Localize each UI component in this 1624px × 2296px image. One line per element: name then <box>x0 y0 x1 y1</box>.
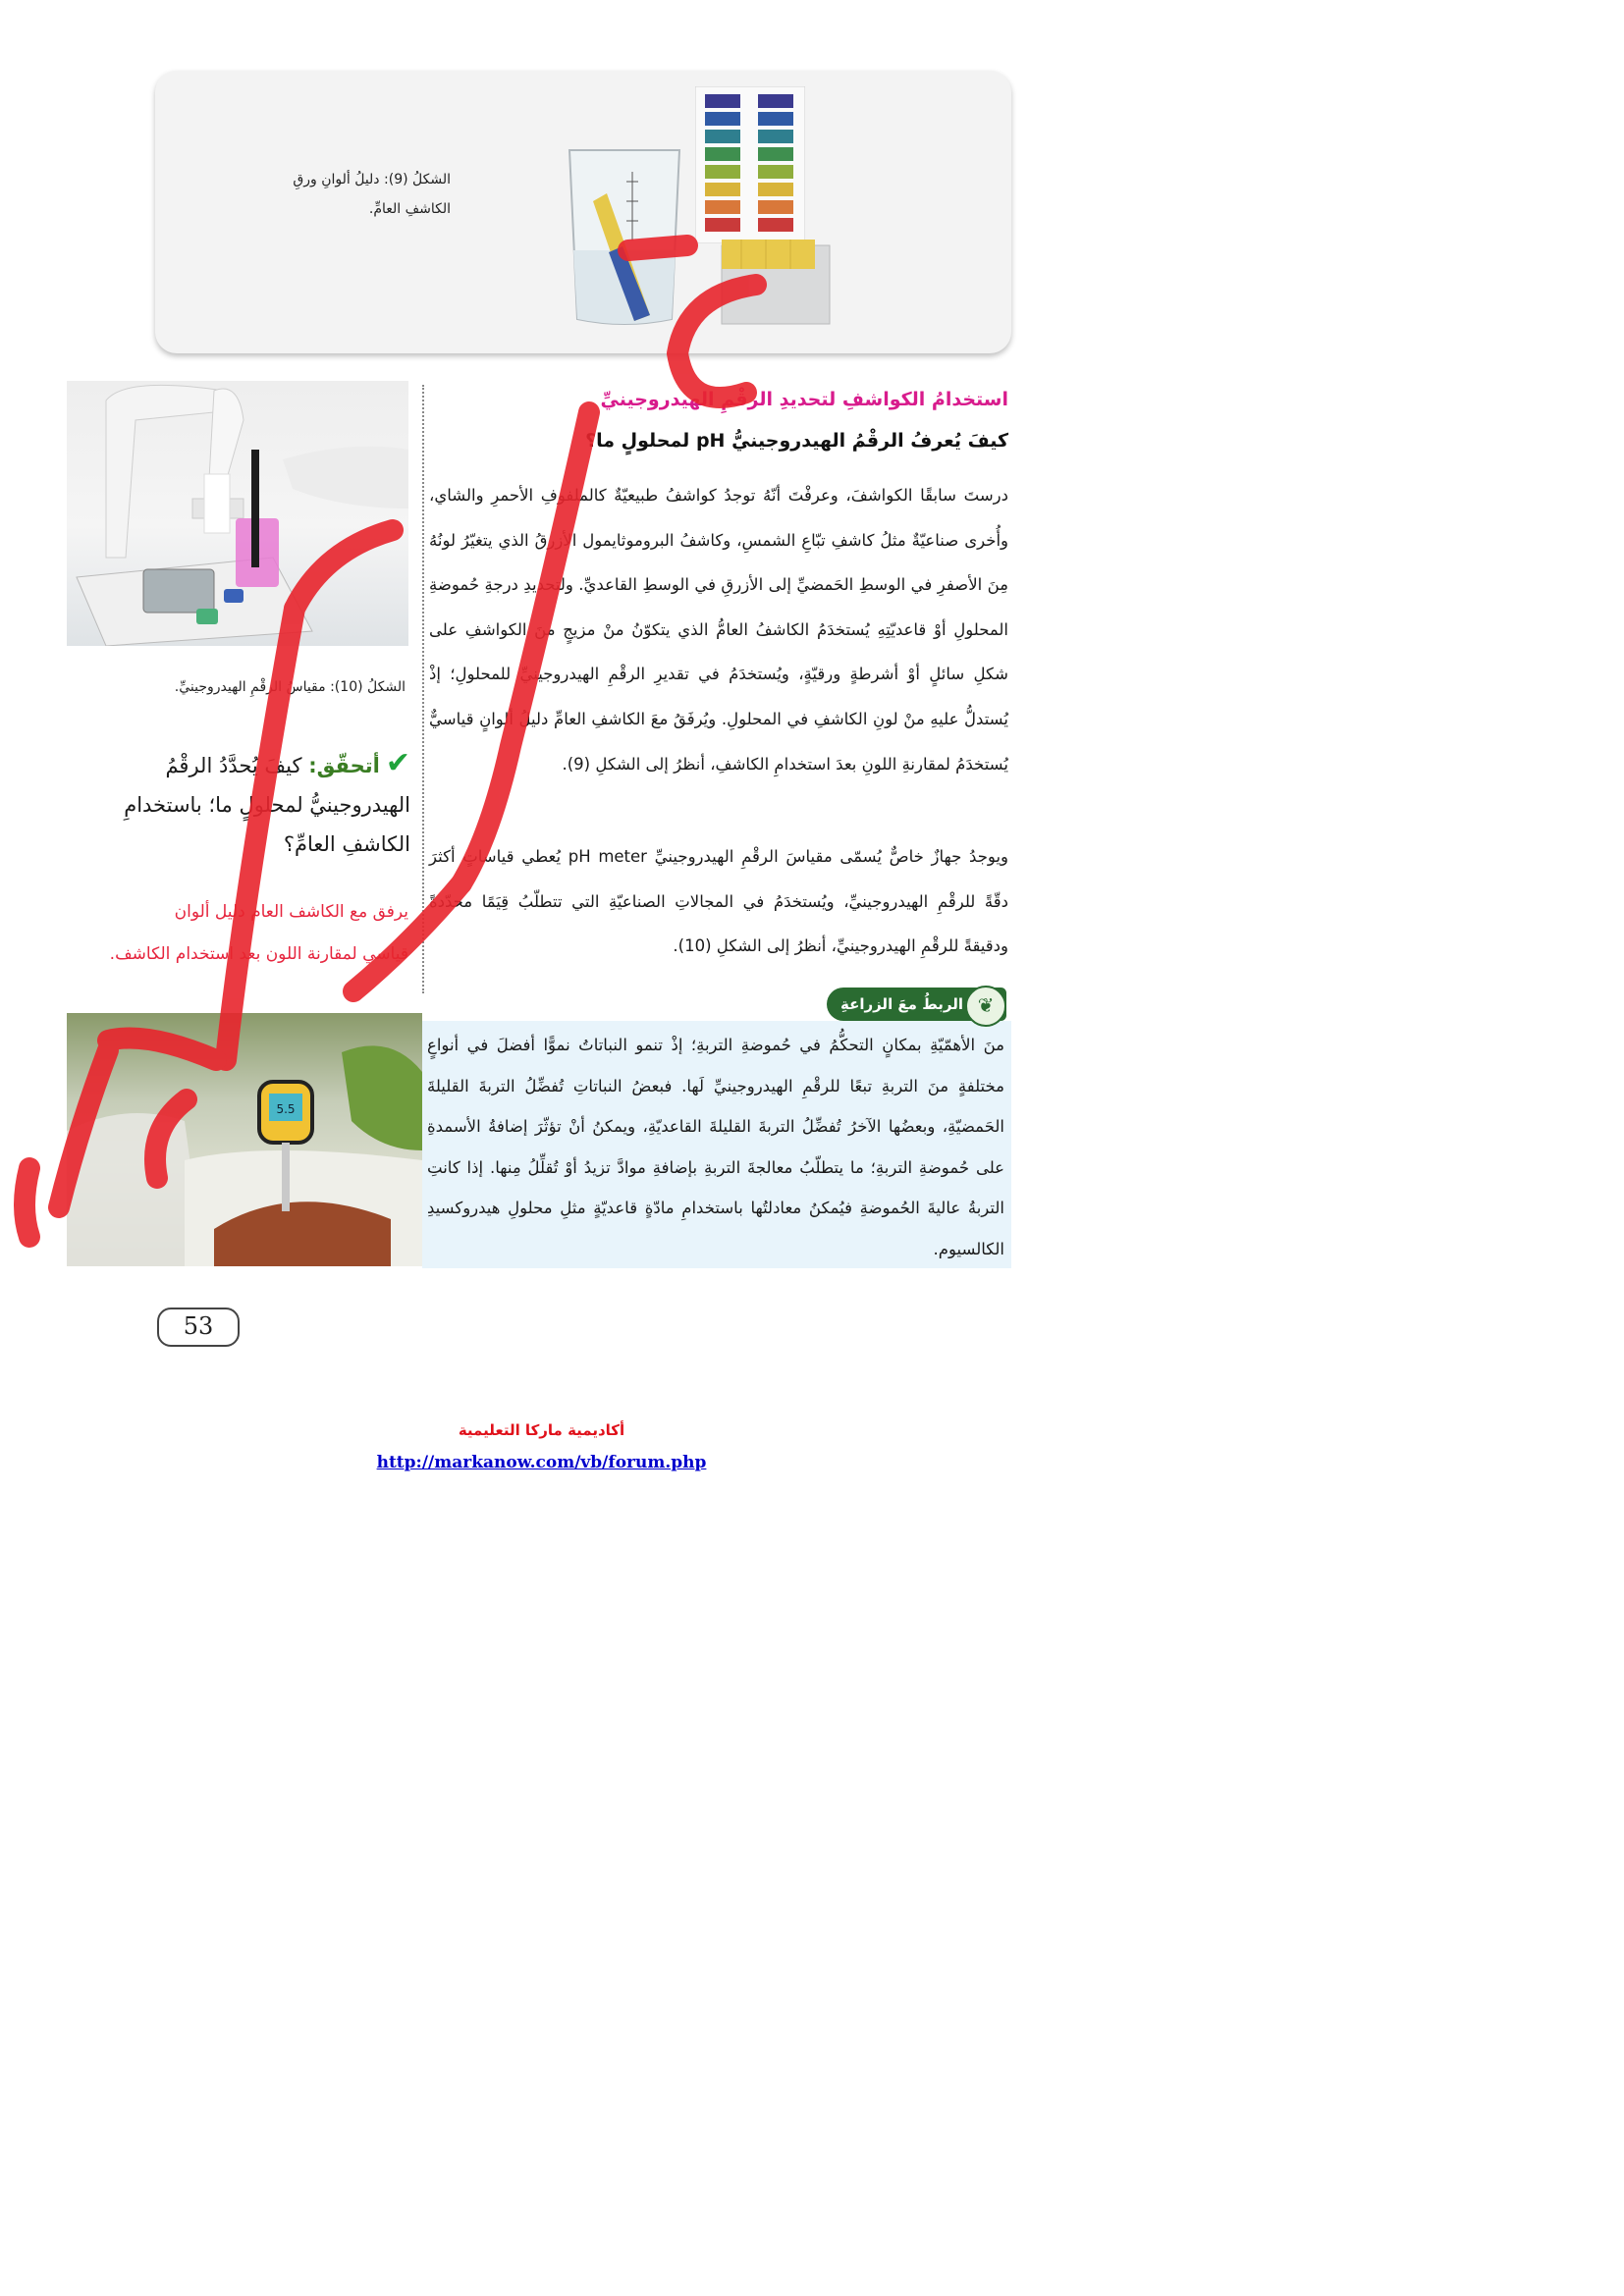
check-question-text: كيفَ يُحدَّدُ الرقْمُ الهيدروجينيُّ لمحلولٍ ما؛ باستخدامِ الكاشفِ العامِّ؟ <box>124 754 410 856</box>
meter-display-value: 5.5 <box>276 1102 296 1116</box>
answer-line-1: يرفق مع الكاشف العام دليل ألوان <box>174 902 408 922</box>
ph-meter-photo <box>67 381 408 646</box>
ph-meter-illustration <box>67 381 408 646</box>
check-label: أتحقّق: <box>308 754 380 777</box>
beaker-image <box>564 142 685 329</box>
agriculture-connection-badge: الربطُ معَ الزراعةِ <box>827 988 1006 1021</box>
figure-9-caption: الشكلُ (9): دليلُ ألوانِ ورقِ الكاشفِ العامِّ. <box>293 172 451 217</box>
agriculture-connection-text: منَ الأهمّيّةِ بمكانٍ التحكُّمُ في حُموضةِ التربةِ؛ إذْ تنمو النباتاتُ نموًّا أفضلَ في أنواعٍ مختلفةٍ منَ التربةِ تبعًا للرقْمِ الهيدروجينيِّ لَها. فبعضُ النباتاتِ تُفضِّلُ التربةَ القليلةَ الحَمضيّةِ، وبعضُها الآخرُ تُفضِّلُ التربةَ القليلةَ القاعديّةِ، ويمكنُ أنْ تؤثّرَ إضافةُ الأسمدةِ على حُموضةِ التربةِ؛ ما يتطلّبُ معالجةَ التربةِ بإضافةِ موادَّ تزيدُ أوْ تُقلِّلُ مِنها. إذا كانتِ التربةُ عاليةَ الحُموضةِ فيُمكنُ معادلتُها باستخدامِ مادّةٍ قاعديّةٍ مثلِ محلولِ هيدروكسيدِ الكالسيوم. <box>427 1036 1004 1258</box>
answer-line-2: قياسي لمقارنة اللون بعد استخدام الكاشف. <box>109 944 408 964</box>
footer-link[interactable]: http://markanow.com/vb/forum.php <box>376 1453 707 1472</box>
soil-meter-illustration <box>67 1013 422 1266</box>
check-question <box>77 744 410 864</box>
footer-title: أكاديمية ماركا التعليمية <box>458 1421 625 1439</box>
indicator-strip-dispenser <box>712 226 839 329</box>
column-divider <box>422 385 424 993</box>
leaf-icon: ❦ <box>965 986 1006 1027</box>
handwritten-answer <box>16 891 408 976</box>
section-question: كيفَ يُعرفُ الرقْمُ الهيدروجينيُّ pH لمحلولٍ ما؟ <box>585 430 1008 452</box>
section-title: استخدامُ الكواشفِ لتحديدِ الرقْمِ الهيدروجينيِّ <box>600 389 1008 410</box>
page-number: 53 <box>157 1308 240 1347</box>
body-paragraph-1: درستَ سابقًا الكواشفَ، وعرفْتَ أنّهُ توجدُ كواشفُ طبيعيّةٌ كالملفوفِ الأحمرِ والشاي، وأُخرى صناعيّةٌ مثلُ كاشفِ تبّاعِ الشمسِ، وكاشفُ البروموثايمول الأزرقُ الذي يتغيّرُ لونُهُ مِنَ الأصفرِ في الوسطِ الحَمضيِّ إلى الأزرقِ في الوسطِ القاعديِّ. ولتحديدِ درجةِ حُموضةِ المحلولِ أوْ قاعديّتِهِ يُستخدَمُ الكاشفُ العامُّ الذي يتكوّنُ منْ مزيجٍ منَ الكواشفِ على شكلِ سائلٍ أوْ أشرطةٍ ورقيّةٍ، ويُستخدَمُ في تقديرِ الرقْمِ الهيدروجينيِّ للمحلولِ؛ إذْ يُستدلُّ عليهِ منْ لونِ الكاشفِ في المحلولِ. ويُرفَقُ معَ الكاشفِ العامِّ دليلُ ألوانٍ قياسيٌّ يُستخدَمُ لمقارنةِ اللونِ بعدَ استخدامِ الكاشفِ، أنظرُ إلى الشكلِ (9). <box>429 486 1008 774</box>
checkmark-icon: ✔ <box>385 746 410 780</box>
body-paragraph-2: ويوجدُ جهازٌ خاصٌّ يُسمّى مقياسَ الرقْمِ الهيدروجينيِّ pH meter يُعطي قياساتٍ أكثرَ دقّةً للرقْمِ الهيدروجينيِّ، ويُستخدَمُ في المجالاتِ الصناعيّةِ التي تتطلّبُ قِيَمًا محدّدةً ودقيقةً للرقْمِ الهيدروجينيِّ، أنظرُ إلى الشكلِ (10). <box>429 847 1008 956</box>
figure-10-caption: الشكلُ (10): مقياسُ الرقْمِ الهيدروجينيِّ. <box>174 679 406 695</box>
soil-ph-meter-photo <box>67 1013 422 1266</box>
color-chart-image <box>695 86 805 243</box>
